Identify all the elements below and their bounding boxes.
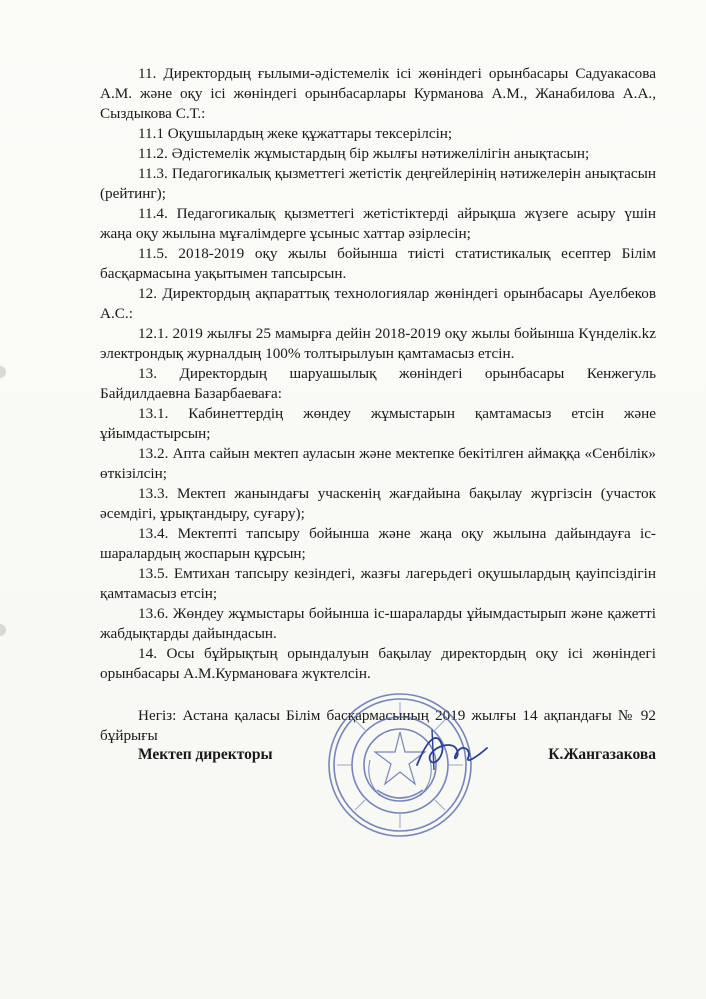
paragraph-12: 12. Директордың ақпараттық технологиялар жөніндегі орынбасары Ауелбеков А.С.: xyxy=(100,285,656,322)
paragraph-13-1: 13.1. Кабинеттердің жөндеу жұмыстарын қамтамасыз етсін және ұйымдастырсын; xyxy=(100,405,656,442)
paragraph-11-5: 11.5. 2018-2019 оқу жылы бойынша тиісті статистикалық есептер Білім басқармасына уақытымен тапсырсын. xyxy=(100,245,656,282)
document-body xyxy=(100,64,656,746)
director-name: К.Жангазакова xyxy=(548,746,656,763)
paragraph-14: 14. Осы бұйрықтың орындалуын бақылау директордың оқу ісі жөніндегі орынбасары А.М.Курмановаға жүктелсін. xyxy=(100,645,656,682)
paragraph-13-6: 13.6. Жөндеу жұмыстары бойынша іс-шараларды ұйымдастырып және қажетті жабдықтарды дайындасын. xyxy=(100,605,656,642)
signature-row xyxy=(100,746,656,776)
paragraph-13: 13. Директордың шаруашылық жөніндегі орынбасары Кенжегуль Байдилдаевна Базарбаеваға: xyxy=(100,365,656,402)
paragraph-12-1: 12.1. 2019 жылғы 25 мамырға дейін 2018-2019 оқу жылы бойынша Күнделік.kz электрондық журналдың 100% толтырылуын қамтамасыз етсін. xyxy=(100,325,656,362)
director-title: Мектеп директоры xyxy=(138,746,273,763)
paragraph-13-4: 13.4. Мектепті тапсыру бойынша және жаңа оқу жылына дайындауға іс-шаралардың жоспарын құрсын; xyxy=(100,525,656,562)
basis-note: Негіз: Астана қаласы Білім басқармасының 2019 жылғы 14 ақпандағы № 92 бұйрығы xyxy=(100,707,656,744)
paragraph-11: 11. Директордың ғылыми-әдістемелік ісі жөніндегі орынбасары Садуакасова А.М. және оқу ісі жөніндегі орынбасарлары Курманова А.М., Жанабилова А.А., Сыздыкова С.Т.: xyxy=(100,65,656,122)
paragraph-13-5: 13.5. Емтихан тапсыру кезіндегі, жазғы лагерьдегі оқушылардың қауіпсіздігін қамтамасыз етсін; xyxy=(100,565,656,602)
paragraph-11-1: 11.1 Оқушылардың жеке құжаттары тексерілсін; xyxy=(138,125,453,142)
paragraph-11-3: 11.3. Педагогикалық қызметтегі жетістік деңгейлерінің нәтижелерін анықтасын (рейтинг); xyxy=(100,165,656,202)
paragraph-11-4: 11.4. Педагогикалық қызметтегі жетістіктерді айрықша жүзеге асыру үшін жаңа оқу жылына мұғалімдерге ұсыныс хаттар әзірлесін; xyxy=(100,205,656,242)
punch-hole xyxy=(0,624,6,636)
punch-hole xyxy=(0,366,6,378)
paragraph-13-3: 13.3. Мектеп жанындағы учаскенің жағдайына бақылау жүргізсін (участок әсемдігі, ұрықтандыру, суғару); xyxy=(100,485,656,522)
paragraph-11-2: 11.2. Әдістемелік жұмыстардың бір жылғы нәтижелілігін анықтасын; xyxy=(138,145,590,162)
paragraph-13-2: 13.2. Апта сайын мектеп ауласын және мектепке бекітілген аймаққа «Сенбілік» өткізілсін; xyxy=(100,445,656,482)
